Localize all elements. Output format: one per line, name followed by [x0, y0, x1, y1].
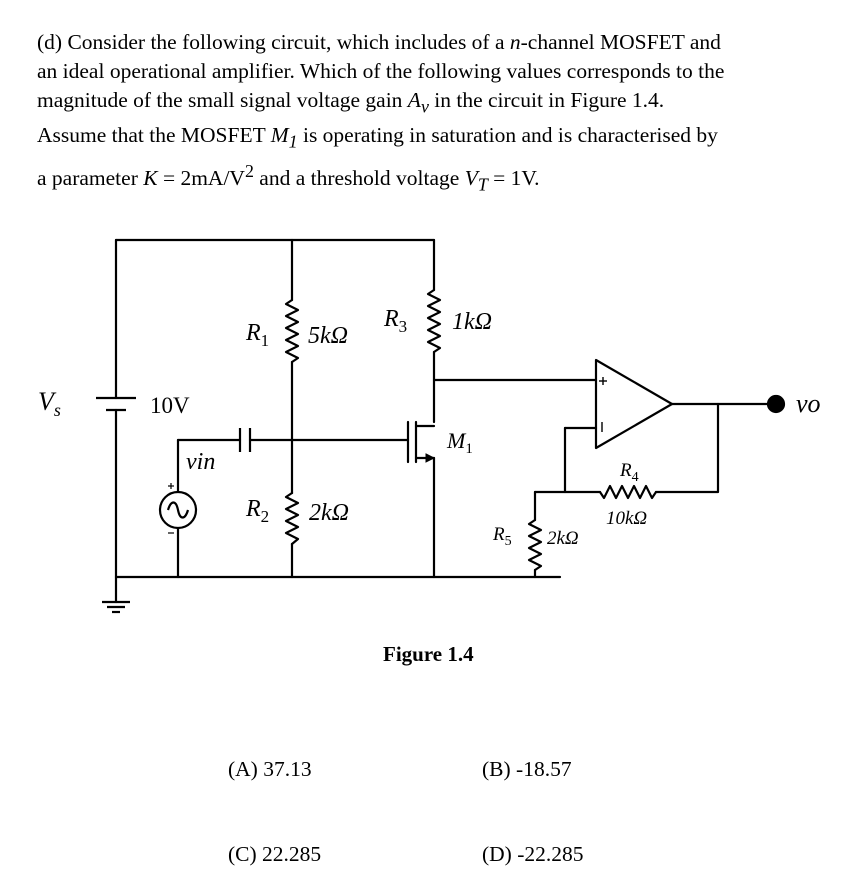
r5-resistor — [529, 520, 541, 570]
vs-label: $V_s$ — [38, 387, 61, 420]
question-line-5: a parameter $K = 2mA/V^2$ and a threshold voltage $V_T = 1V$. — [37, 160, 540, 195]
r4-resistor — [600, 486, 656, 498]
r2-label: $R_2$ — [246, 496, 270, 526]
r3-label: $R_3$ — [384, 306, 408, 336]
r5-label: $R_5$ — [493, 524, 512, 549]
question-line-1: (d) Consider the following circuit, which includes of a n-channel MOSFET and — [37, 30, 721, 54]
r3-resistor — [428, 290, 440, 352]
vo-label: vo — [796, 389, 821, 418]
r1-resistor — [286, 300, 298, 362]
wire-r4-out — [656, 404, 718, 492]
r1-label: $R_1$ — [246, 320, 270, 350]
option-a: (A) 37.13 — [228, 757, 312, 781]
question-line-4: Assume that the MOSFET $M_1$ is operating in saturation and is characterised by — [37, 123, 718, 152]
figure-caption: Figure 1.4 — [383, 642, 474, 666]
r5-value: 2kΩ — [547, 528, 579, 549]
opamp-body — [596, 360, 672, 448]
option-c: (C) 22.285 — [228, 842, 322, 866]
option-d: (D) -22.285 — [482, 842, 584, 866]
question-line-2: an ideal operational amplifier. Which of the following values corresponds to the — [37, 59, 725, 83]
vin-label: vin — [186, 449, 216, 475]
r4-value: 10kΩ — [606, 508, 648, 529]
mosfet-arrow-icon — [426, 454, 434, 462]
r3-value: 1kΩ — [452, 309, 493, 335]
r2-value: 2kΩ — [309, 500, 350, 526]
option-b: (B) -18.57 — [482, 757, 572, 781]
vs-value: 10V — [150, 393, 190, 418]
output-terminal-icon — [768, 396, 784, 412]
m1-label: $M_1$ — [447, 428, 473, 457]
r2-resistor — [286, 493, 298, 544]
r4-label: $R_4$ — [620, 460, 639, 485]
question-line-3: magnitude of the small signal voltage gain $A_v$ in the circuit in Figure 1.4. — [37, 88, 665, 117]
r1-value: 5kΩ — [308, 323, 349, 349]
